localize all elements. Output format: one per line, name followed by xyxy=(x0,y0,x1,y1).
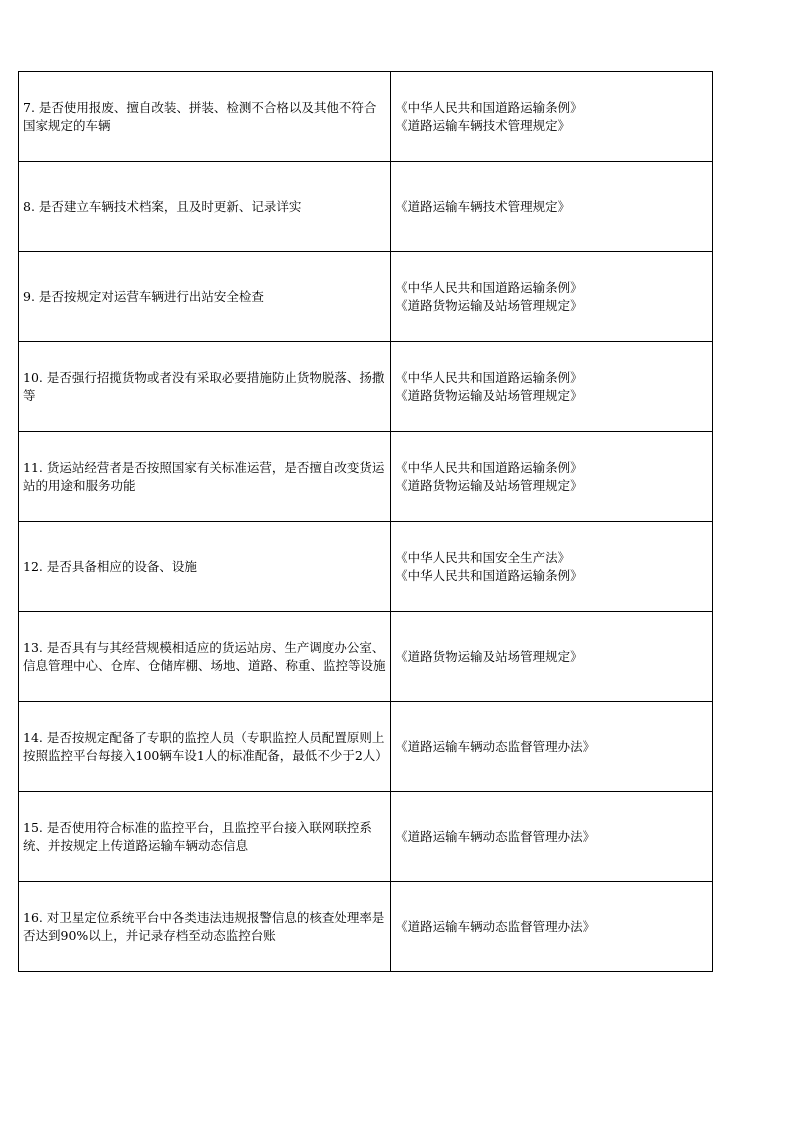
table-body xyxy=(19,72,713,972)
table-row xyxy=(19,342,713,432)
inspection-item-cell: 10. 是否强行招揽货物或者没有采取必要措施防止货物脱落、扬撒等 xyxy=(19,342,391,432)
legal-basis-cell xyxy=(391,612,713,702)
table-row xyxy=(19,612,713,702)
legal-basis-line: 《中华人民共和国道路运输条例》 xyxy=(395,99,583,115)
legal-basis-cell xyxy=(391,702,713,792)
legal-basis-line: 《道路货物运输及站场管理规定》 xyxy=(395,387,583,403)
inspection-item-cell: 8. 是否建立车辆技术档案，且及时更新、记录详实 xyxy=(19,162,391,252)
legal-basis-cell xyxy=(391,432,713,522)
legal-basis-line: 《中华人民共和国道路运输条例》 xyxy=(395,279,583,295)
legal-basis-line: 《道路运输车辆技术管理规定》 xyxy=(395,198,571,214)
table-row xyxy=(19,792,713,882)
table-row xyxy=(19,162,713,252)
table-row xyxy=(19,432,713,522)
legal-basis-line: 《中华人民共和国道路运输条例》 xyxy=(395,567,583,583)
inspection-checklist-table xyxy=(18,71,713,972)
table-row xyxy=(19,252,713,342)
legal-basis-line: 《中华人民共和国道路运输条例》 xyxy=(395,459,583,475)
legal-basis-cell xyxy=(391,252,713,342)
legal-basis-line: 《道路运输车辆动态监督管理办法》 xyxy=(395,738,596,754)
inspection-item-cell: 15. 是否使用符合标准的监控平台，且监控平台接入联网联控系统、并按规定上传道路运输车辆动态信息 xyxy=(19,792,391,882)
inspection-item-cell: 7. 是否使用报废、擅自改装、拼装、检测不合格以及其他不符合国家规定的车辆 xyxy=(19,72,391,162)
legal-basis-line: 《中华人民共和国安全生产法》 xyxy=(395,549,571,565)
inspection-item-cell: 14. 是否按规定配备了专职的监控人员（专职监控人员配置原则上按照监控平台每接入100辆车设1人的标准配备，最低不少于2人） xyxy=(19,702,391,792)
legal-basis-cell xyxy=(391,882,713,972)
legal-basis-cell xyxy=(391,792,713,882)
inspection-item-cell: 13. 是否具有与其经营规模相适应的货运站房、生产调度办公室、信息管理中心、仓库、仓储库棚、场地、道路、称重、监控等设施 xyxy=(19,612,391,702)
legal-basis-cell xyxy=(391,162,713,252)
table-row xyxy=(19,522,713,612)
legal-basis-cell xyxy=(391,342,713,432)
legal-basis-line: 《道路运输车辆动态监督管理办法》 xyxy=(395,918,596,934)
legal-basis-line: 《道路运输车辆动态监督管理办法》 xyxy=(395,828,596,844)
legal-basis-line: 《道路货物运输及站场管理规定》 xyxy=(395,477,583,493)
table-row xyxy=(19,882,713,972)
legal-basis-line: 《中华人民共和国道路运输条例》 xyxy=(395,369,583,385)
inspection-item-cell: 11. 货运站经营者是否按照国家有关标准运营，是否擅自改变货运站的用途和服务功能 xyxy=(19,432,391,522)
legal-basis-line: 《道路货物运输及站场管理规定》 xyxy=(395,297,583,313)
inspection-item-cell: 16. 对卫星定位系统平台中各类违法违规报警信息的核查处理率是否达到90%以上，并记录存档至动态监控台账 xyxy=(19,882,391,972)
legal-basis-cell xyxy=(391,72,713,162)
table-row xyxy=(19,702,713,792)
legal-basis-cell xyxy=(391,522,713,612)
inspection-item-cell: 9. 是否按规定对运营车辆进行出站安全检查 xyxy=(19,252,391,342)
legal-basis-line: 《道路运输车辆技术管理规定》 xyxy=(395,117,571,133)
legal-basis-line: 《道路货物运输及站场管理规定》 xyxy=(395,648,583,664)
inspection-item-cell: 12. 是否具备相应的设备、设施 xyxy=(19,522,391,612)
table-row xyxy=(19,72,713,162)
